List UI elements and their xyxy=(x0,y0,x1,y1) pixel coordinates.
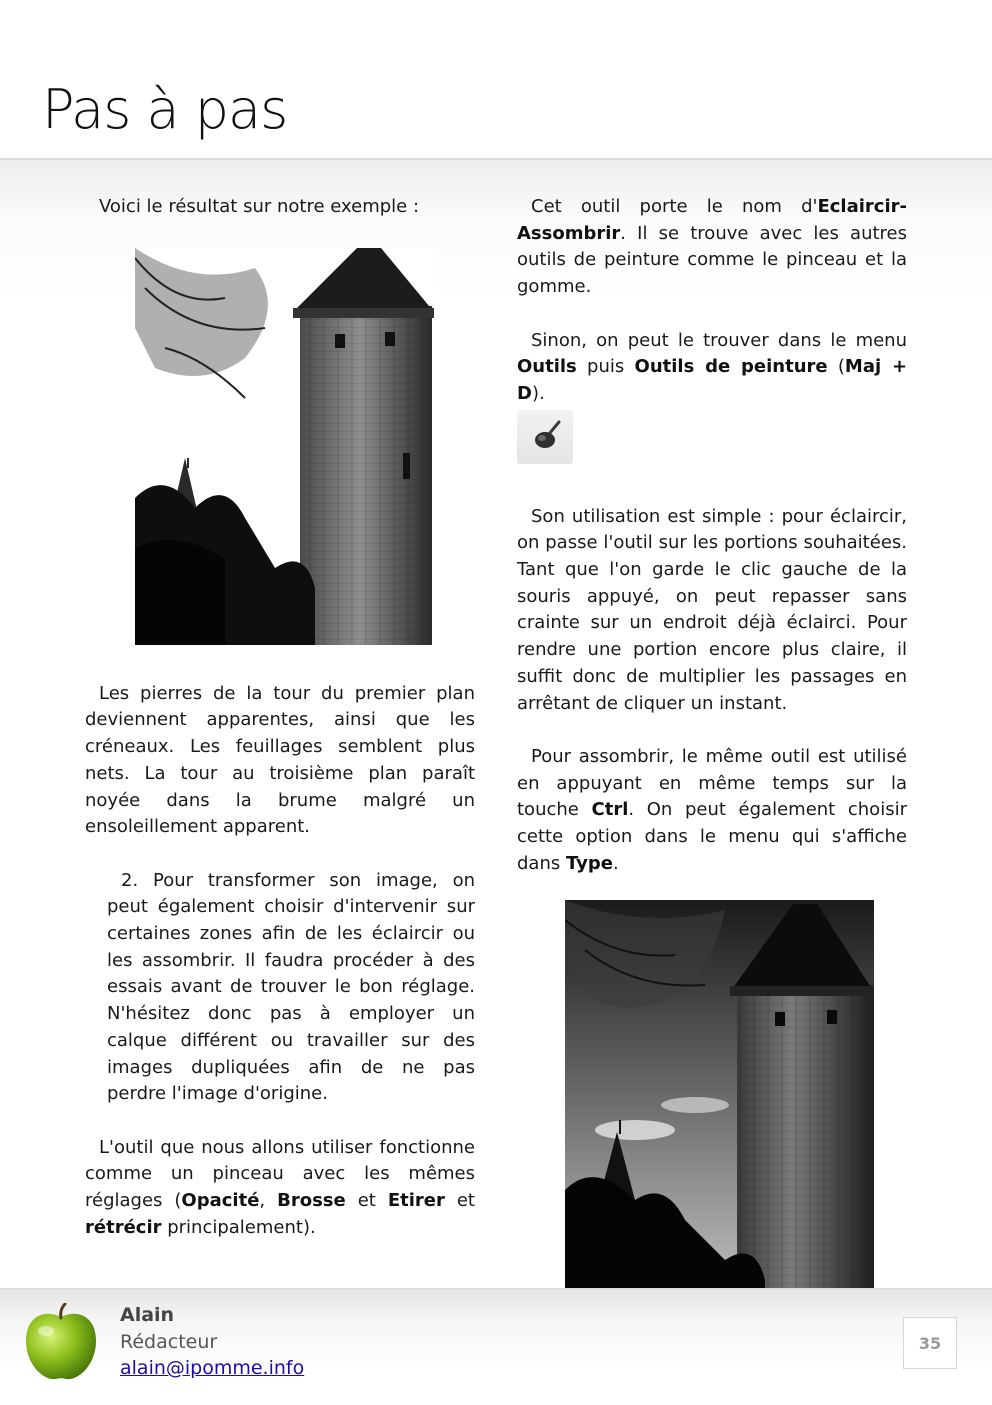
spacer xyxy=(85,841,475,868)
paragraph-tool xyxy=(85,1135,475,1242)
tower-photo-1-graphic xyxy=(135,248,434,645)
author-email-link[interactable]: alain@ipomme.info xyxy=(120,1357,305,1379)
tower-photo-2-graphic xyxy=(565,900,874,1311)
text-run: puis xyxy=(576,356,635,378)
text-run: ( xyxy=(827,356,845,378)
text-run: principalement). xyxy=(161,1216,316,1238)
text-run: ). xyxy=(531,382,545,404)
text-run: L'outil que nous allons utiliser fonctionne comme un pinceau avec les mêmes réglages ( xyxy=(85,1136,475,1212)
text-run: Pour assombrir, le même outil est utilisé en appuyant en même temps sur la touche xyxy=(517,745,907,821)
author-role: Rédacteur xyxy=(120,1330,218,1353)
term-outils-peinture: Outils de peinture xyxy=(634,356,828,378)
text-run: et xyxy=(444,1190,475,1212)
spacer xyxy=(85,1108,475,1135)
page-title: Pas à pas xyxy=(42,78,288,141)
intro-text: Voici le résultat sur notre exemple : xyxy=(99,196,420,217)
text-run: et xyxy=(345,1190,388,1212)
paragraph-darken xyxy=(517,744,907,878)
text-run: . On peut également choisir cette option dans le menu qui s'affiche dans xyxy=(517,799,907,874)
spacer xyxy=(517,301,907,328)
left-column xyxy=(85,194,475,1241)
text-run: Cet outil porte le nom d' xyxy=(531,196,818,217)
term-outils: Outils xyxy=(517,356,577,378)
term-opacite: Opacité xyxy=(181,1190,260,1212)
author-block xyxy=(120,1302,304,1382)
spacer xyxy=(517,717,907,744)
text-run: , xyxy=(259,1190,278,1212)
key-ctrl: Ctrl xyxy=(591,799,629,821)
page-number: 35 xyxy=(903,1317,957,1369)
dodge-burn-tool-icon xyxy=(517,410,573,464)
term-tool-name: Eclaircir-Assombrir xyxy=(517,196,907,244)
shortcut-maj-d: Maj + D xyxy=(517,356,908,404)
page-header xyxy=(0,0,992,160)
term-etirer: Etirer xyxy=(387,1190,445,1212)
text-run: . Il se trouve avec les autres outils de peinture comme le pinceau et la gomme. xyxy=(517,222,907,298)
spacer xyxy=(517,464,907,504)
term-retrecir: rétrécir xyxy=(85,1216,162,1238)
term-brosse: Brosse xyxy=(277,1190,346,1212)
paragraph-stones: Les pierres de la tour du premier plan deviennent apparentes, ainsi que les créneaux. Les feuillages semblent plus nets. La tour au troisième plan paraît noyée dans la brume malgré un ensoleillement apparent. xyxy=(85,682,475,838)
list-item-2: 2. Pour transformer son image, on peut également choisir d'intervenir sur certaines zones afin de les éclaircir ou les assombrir. Il faudra procéder à des essais avant de trouver le bon réglage. N'hésitez donc pas à employer un calque différent ou travailler sur des images dupliquées afin de ne pas perdre l'image d'origine. xyxy=(107,869,475,1105)
dodge-burn-icon xyxy=(517,410,573,464)
apple-icon xyxy=(24,1303,98,1383)
spacer xyxy=(85,645,475,681)
green-apple-graphic xyxy=(24,1303,98,1383)
author-name: Alain xyxy=(120,1304,175,1326)
paragraph-usage: Son utilisation est simple : pour éclaircir, on passe l'outil sur les portions souhaitées. Tant que l'on garde le clic gauche de la souris appuyé, on peut repasser sans crainte sur un endroit déjà éclairci. Pour rendre une portion encore plus claire, il suffit donc de multiplier les passages en arrêtant de cliquer un instant. xyxy=(517,505,907,714)
text-run: . xyxy=(612,852,619,874)
tower-photo-result xyxy=(135,248,434,645)
right-column xyxy=(517,194,907,1311)
paragraph-menu xyxy=(517,328,907,408)
tower-photo-darkened xyxy=(565,900,874,1311)
term-type: Type xyxy=(565,852,613,874)
text-run: Sinon, on peut le trouver dans le menu xyxy=(531,329,907,351)
paragraph-tool-name xyxy=(517,194,907,301)
